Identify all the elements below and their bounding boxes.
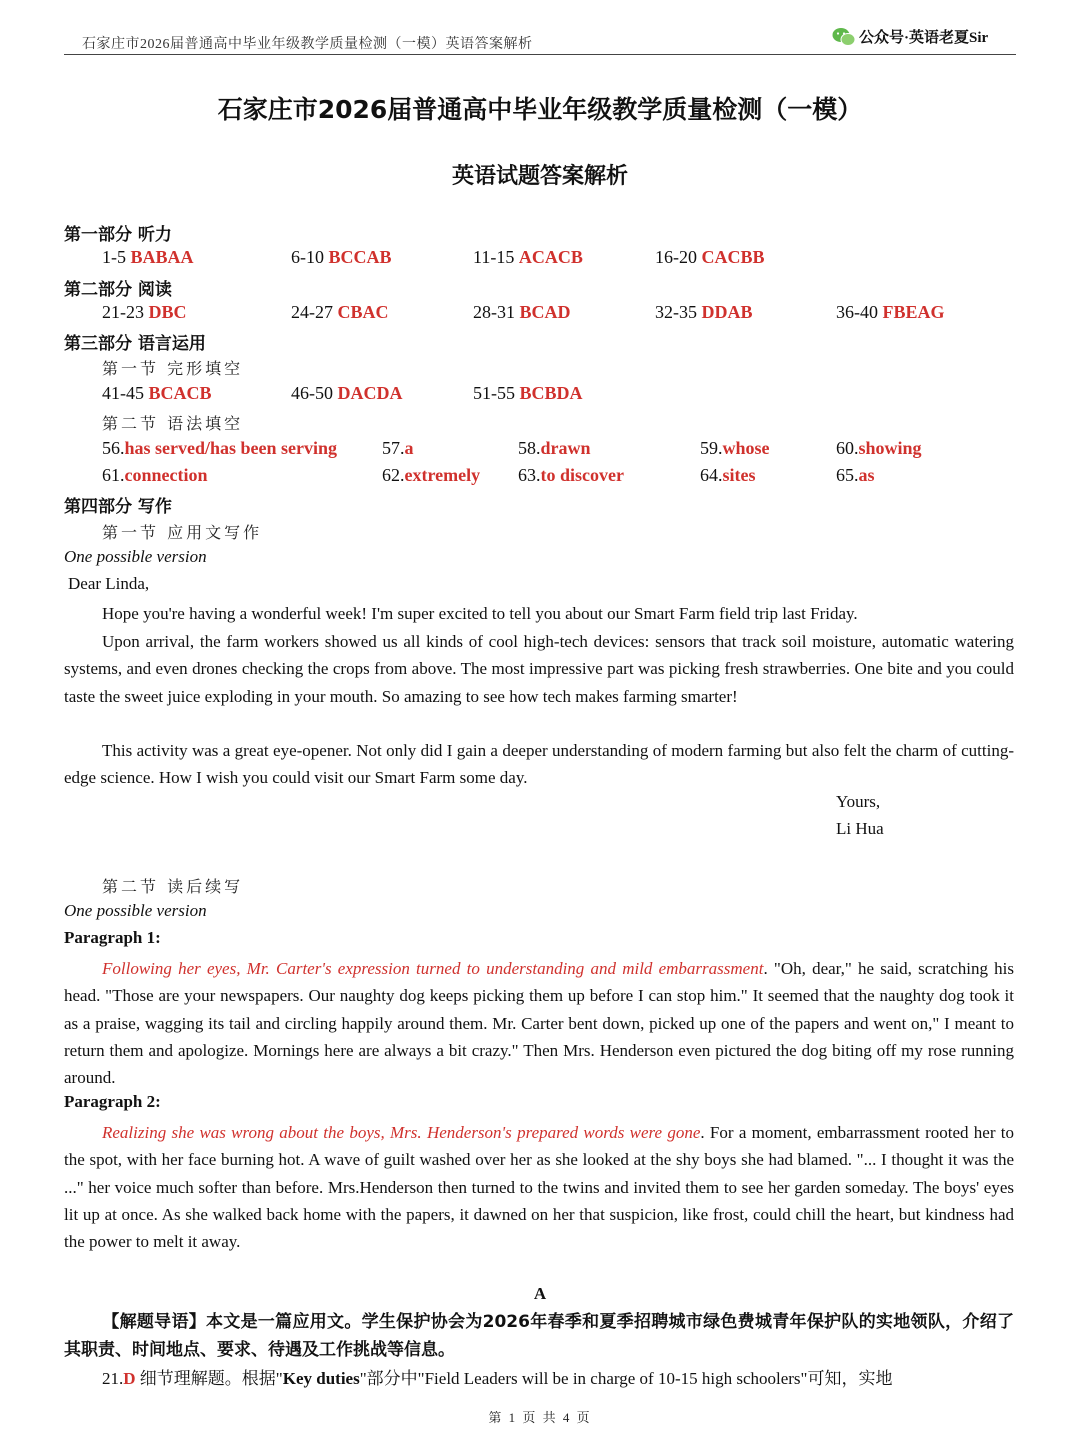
answer-group: 61.connection — [102, 465, 208, 485]
document-subtitle: 英语试题答案解析 — [451, 164, 628, 189]
answer-group: 36-40 FBEAG — [836, 302, 945, 322]
letter-paragraph: This activity was a great eye-opener. Not only did I gain a deeper understanding of modern farming but also felt the charm of cutting-edge science. How I wish you could visit our Smart Farm some day. — [64, 741, 1014, 788]
letter-paragraph: Upon arrival, the farm workers showed us all kinds of cool high-tech devices: sensors that track soil moisture, automatic watering systems, and even drones checking the crops from above. The most impressive part was picking fresh strawberries. One bite and you could taste the sweet juice exploding in your mouth. So amazing to see how tech makes farming smarter! — [64, 632, 1014, 706]
continuation-paragraph-2: Realizing she was wrong about the boys, Mrs. Henderson's prepared words were gone. For a moment, embarrassment rooted her to the spot, with her face burning hot. A wave of guilt washed over her as she looked at the shy boys she had blamed. "... I thought it was the ..." her voice much softer than before. Mrs.Henderson then turned to the twins and invited them to see her garden someday. The boys' eyes lit up at once. As she walked back home with the papers, it dawned on her that suspicion, like frost, could chill the heart, but kindness had the power to melt it away. — [64, 1123, 1014, 1252]
answer-group: 32-35 DDAB — [655, 302, 753, 322]
header-divider — [64, 54, 1016, 55]
part1-heading: 第一部分 听力 — [64, 225, 172, 245]
answer-group: 28-31 BCAD — [473, 302, 571, 322]
letter-signature: Li Hua — [836, 819, 884, 838]
section-heading: 第二节 读后续写 — [102, 877, 244, 896]
paragraph2-label: Paragraph 2: — [64, 1092, 161, 1111]
answer-group: 24-27 CBAC — [291, 302, 389, 322]
page-footer: 第 1 页 共 4 页 — [488, 1410, 592, 1425]
passage-letter: A — [533, 1284, 547, 1303]
answer-group: 51-55 BCBDA — [473, 383, 583, 403]
possible-version-label: One possible version — [64, 901, 207, 920]
answer-group: 11-15 ACACB — [473, 247, 583, 267]
answer-group: 41-45 BCACB — [102, 383, 212, 403]
document-title: 石家庄市2026届普通高中毕业年级教学质量检测（一模） — [217, 95, 863, 124]
section-heading: 第二节 语法填空 — [102, 414, 244, 433]
answer-group: 56.has served/has been serving — [102, 438, 338, 458]
letter-paragraph: Hope you're having a wonderful week! I'm super excited to tell you about our Smart Farm field trip last Friday. — [102, 604, 858, 623]
question-21-analysis: 21.D 细节理解题。根据"Key duties"部分中"Field Leaders will be in charge of 10-15 high schoolers"可知，实地 — [102, 1369, 893, 1388]
wechat-icon — [832, 27, 856, 47]
paragraph1-label: Paragraph 1: — [64, 928, 161, 947]
answer-group: 16-20 CACBB — [655, 247, 765, 267]
answer-group: 65.as — [836, 465, 875, 485]
section-heading: 第一节 应用文写作 — [102, 523, 263, 542]
letter-greeting: Dear Linda, — [68, 574, 150, 593]
answer-group: 64.sites — [700, 465, 756, 485]
answer-group: 57.a — [382, 438, 414, 458]
answer-group: 63.to discover — [518, 465, 624, 485]
answer-group: 1-5 BABAA — [102, 247, 194, 267]
letter-closing: Yours, — [836, 792, 881, 811]
part4-heading: 第四部分 写作 — [64, 497, 172, 517]
header-title: 石家庄市2026届普通高中毕业年级教学质量检测（一模）英语答案解析 — [82, 37, 533, 52]
guide-paragraph: 【解题导语】本文是一篇应用文。学生保护协会为2026年春季和夏季招聘城市绿色费城青年保护队的实地领队，介绍了其职责、时间地点、要求、待遇及工作挑战等信息。 — [64, 1312, 1014, 1360]
section-heading: 第一节 完形填空 — [102, 359, 244, 378]
part3-heading: 第三部分 语言运用 — [64, 334, 206, 354]
brand-text: 公众号·英语老夏Sir — [859, 30, 989, 46]
part2-heading: 第二部分 阅读 — [64, 280, 172, 300]
answer-group: 60.showing — [836, 438, 922, 458]
header-brand — [832, 26, 988, 47]
answer-group: 59.whose — [700, 438, 770, 458]
answer-group: 62.extremely — [382, 465, 481, 485]
continuation-paragraph-1: Following her eyes, Mr. Carter's expression turned to understanding and mild embarrassment. "Oh, dear," he said, scratching his head. "Those are your newspapers. Our naughty dog keeps picking them up before I can stop him." It seemed that the naughty dog took it as a praise, wagging its tail and circling happily around them. Mr. Carter bent down, picked up one of the papers and went on," I meant to return them and apologize. Mornings here are always a bit crazy." Then Mrs. Henderson even pictured the dog biting off my rose running around. — [64, 959, 1015, 1088]
answer-group: 46-50 DACDA — [291, 383, 403, 403]
answer-group: 58.drawn — [518, 438, 591, 458]
answer-group: 21-23 DBC — [102, 302, 187, 322]
answer-group: 6-10 BCCAB — [291, 247, 392, 267]
possible-version-label: One possible version — [64, 547, 207, 566]
